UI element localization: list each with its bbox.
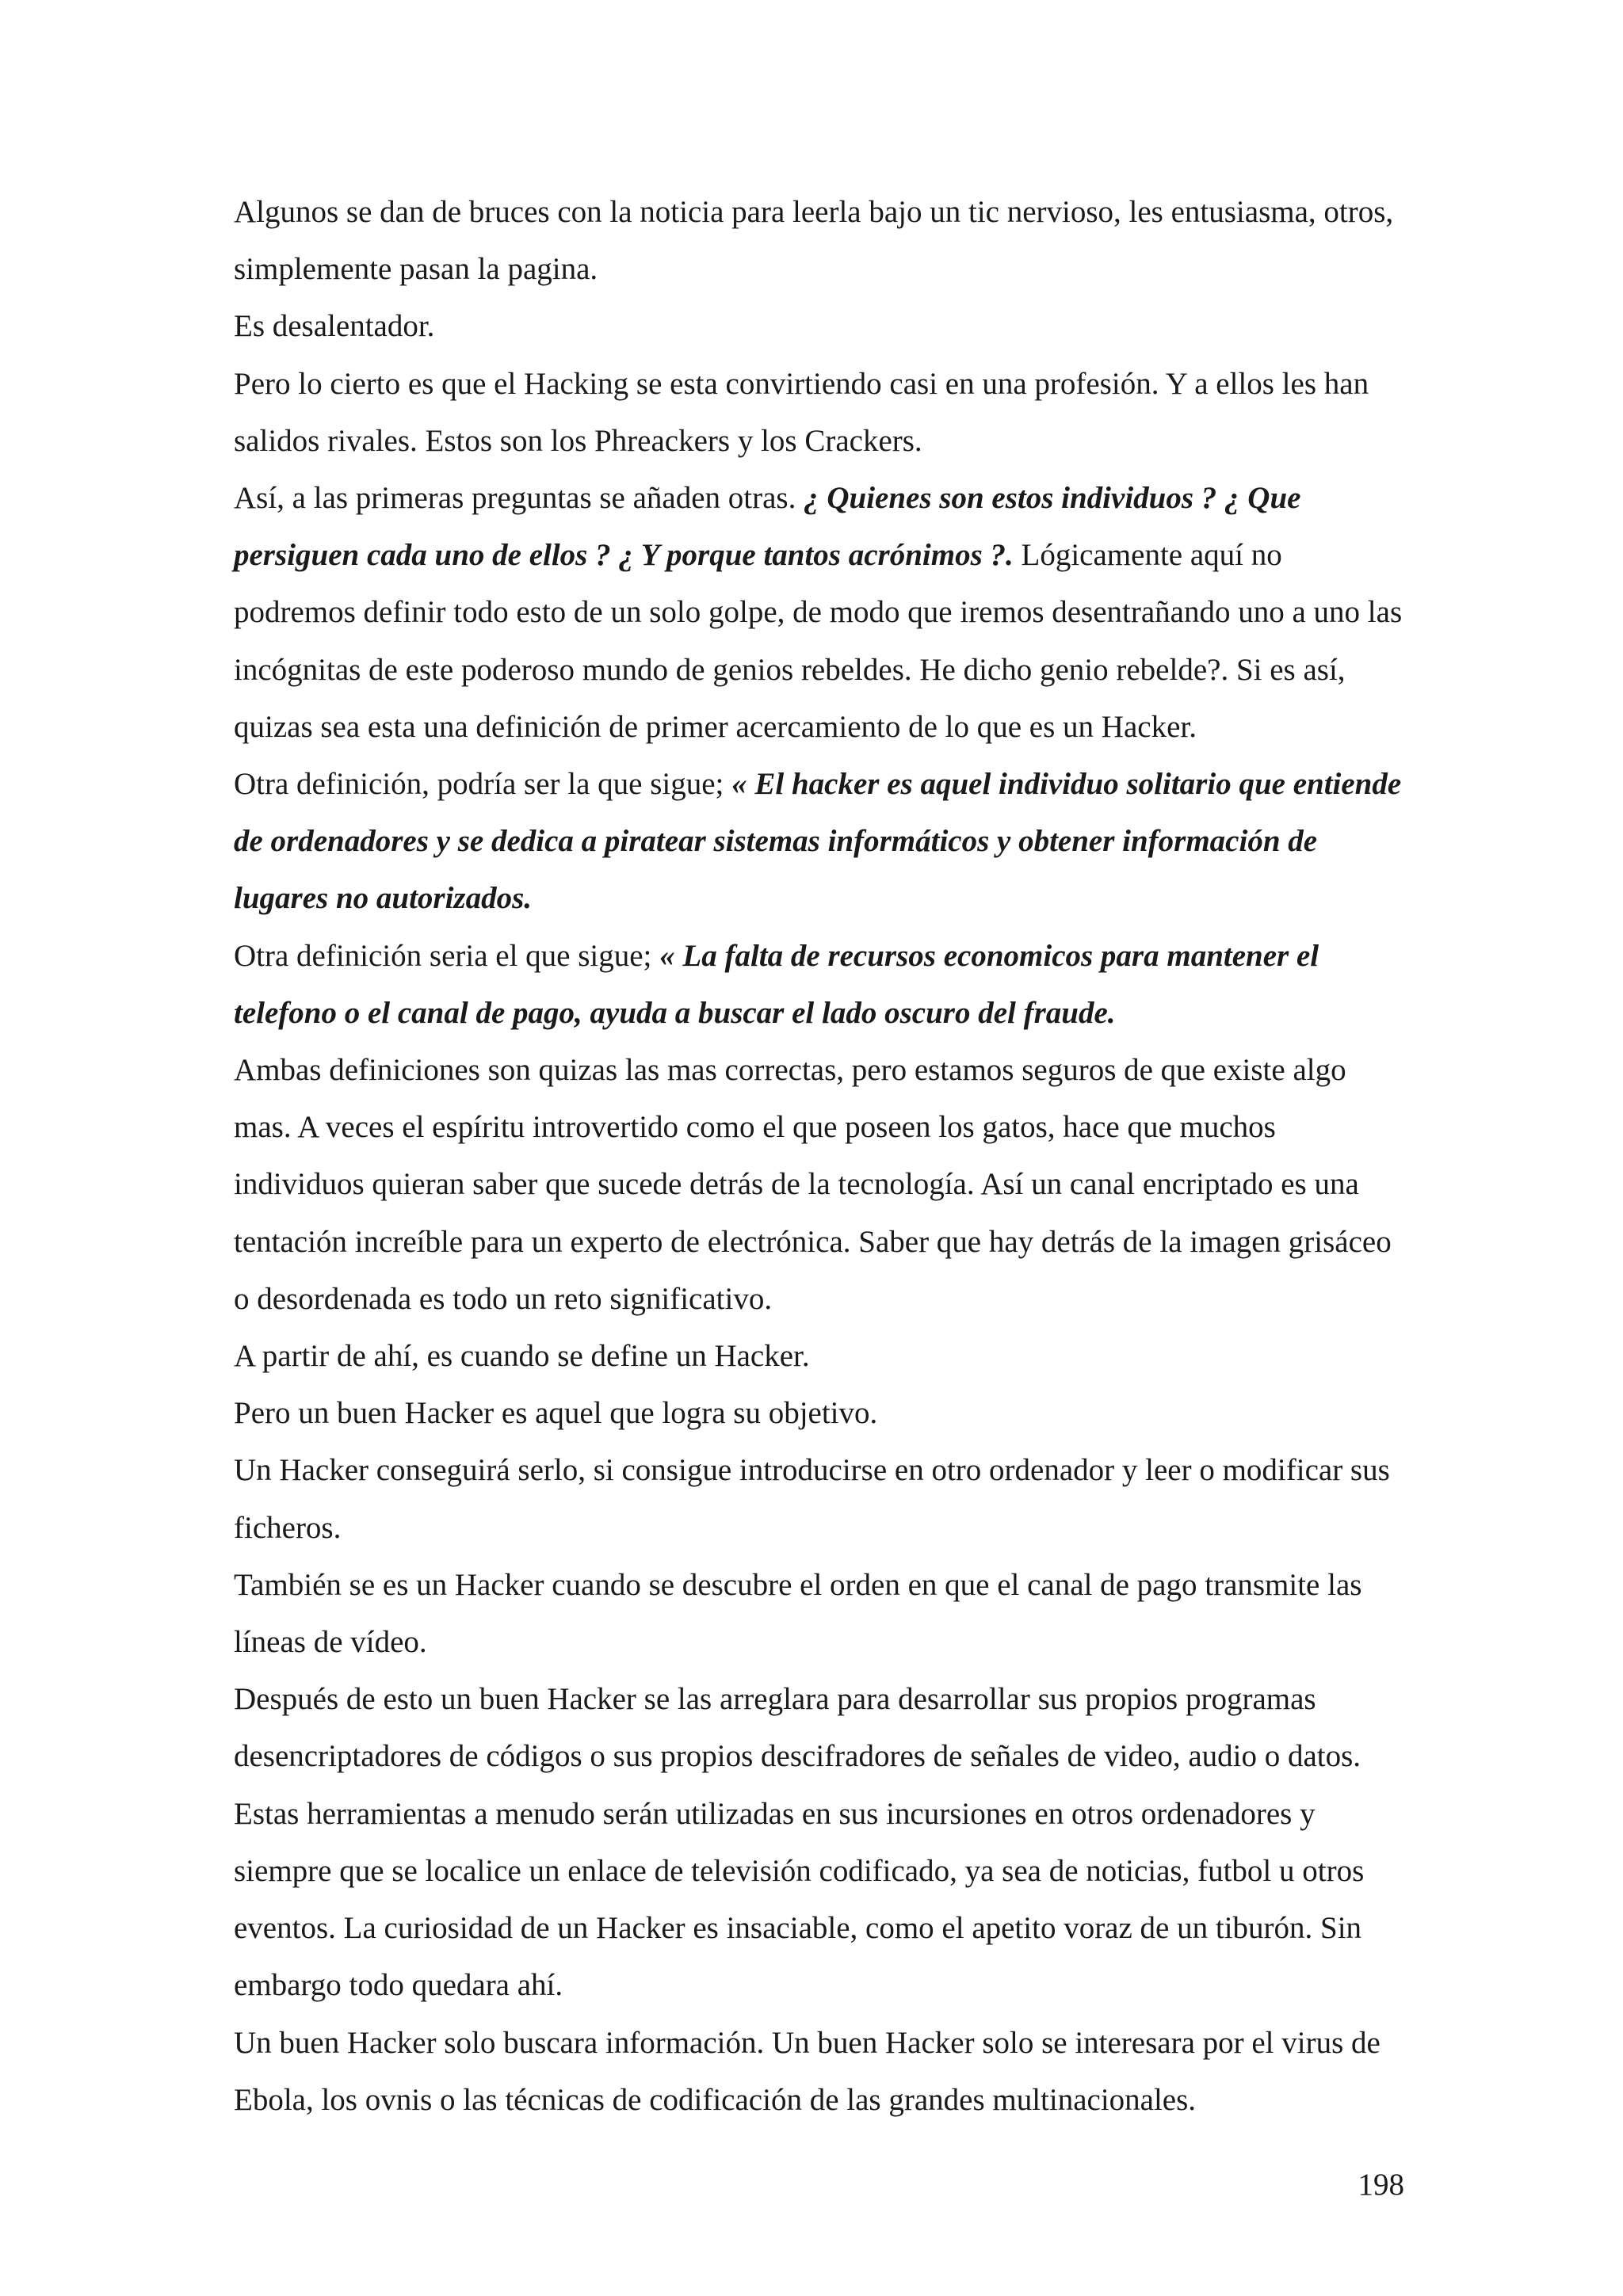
paragraph-8: A partir de ahí, es cuando se define un Hacker.: [234, 1339, 810, 1374]
body-text: [234, 184, 1407, 2129]
paragraph-5-emphasis: « El hacker es aquel individuo solitario que entiende de ordenadores y se dedica a piratear sistemas informáticos y obtener información de lugares no autorizados.: [234, 767, 1402, 916]
paragraph-5: [234, 756, 1407, 928]
paragraph-13: Un buen Hacker solo buscara información. Un buen Hacker solo se interesara por el virus de Ebola, los ovnis o las técnicas de codificación de las grandes multinacionales.: [234, 2025, 1381, 2117]
paragraph-1: Algunos se dan de bruces con la noticia para leerla bajo un tic nervioso, les entusiasma, otros, simplemente pasan la pagina.: [234, 195, 1394, 287]
page-number: 198: [1358, 2168, 1404, 2202]
paragraph-2: Es desalentador.: [234, 309, 435, 344]
paragraph-4-text-b: Lógicamente aquí no podremos definir todo esto de un solo golpe, de modo que iremos desentrañando uno a uno las incógnitas de este poderoso mundo de genios rebeldes. He dicho genio rebelde?. Si es así, quizas sea esta una definición de primer acercamiento de lo que es un Hacker.: [234, 538, 1403, 744]
paragraph-6-emphasis: « La falta de recursos economicos para mantener el telefono o el canal de pago, ayuda a buscar el lado oscuro del fraude.: [234, 938, 1319, 1030]
paragraph-7: Ambas definiciones son quizas las mas correctas, pero estamos seguros de que existe algo mas. A veces el espíritu introvertido como el que poseen los gatos, hace que muchos individuos quieran saber que sucede detrás de la tecnología. Así un canal encriptado es una tentación increíble para un experto de electrónica. Saber que hay detrás de la imagen grisáceo o desordenada es todo un reto significativo.: [234, 1053, 1392, 1316]
paragraph-6: [234, 928, 1407, 1042]
paragraph-3: Pero lo cierto es que el Hacking se esta convirtiendo casi en una profesión. Y a ellos les han salidos rivales. Estos son los Phreackers y los Crackers.: [234, 366, 1369, 458]
paragraph-4-emphasis: ¿ Quienes son estos individuos ? ¿ Que persiguen cada uno de ellos ? ¿ Y porque tantos acrónimos ?.: [234, 481, 1301, 573]
paragraph-4-text-a: Así, a las primeras preguntas se añaden otras.: [234, 481, 804, 516]
paragraph-5-text-a: Otra definición, podría ser la que sigue;: [234, 767, 732, 802]
paragraph-9: Pero un buen Hacker es aquel que logra su objetivo.: [234, 1396, 878, 1431]
paragraph-12: Después de esto un buen Hacker se las arreglara para desarrollar sus propios programas desencriptadores de códigos o sus propios descifradores de señales de video, audio o datos. Estas herramientas a menudo serán utilizadas en sus incursiones en otros ordenadores y siempre que se localice un enlace de televisión codificado, ya sea de noticias, futbol u otros eventos. La curiosidad de un Hacker es insaciable, como el apetito voraz de un tiburón. Sin embargo todo quedara ahí.: [234, 1682, 1365, 2003]
paragraph-10: Un Hacker conseguirá serlo, si consigue introducirse en otro ordenador y leer o modificar sus ficheros.: [234, 1453, 1390, 1545]
paragraph-11: También se es un Hacker cuando se descubre el orden en que el canal de pago transmite las líneas de vídeo.: [234, 1567, 1362, 1660]
paragraph-6-text-a: Otra definición seria el que sigue;: [234, 938, 660, 973]
paragraph-4: [234, 470, 1407, 756]
